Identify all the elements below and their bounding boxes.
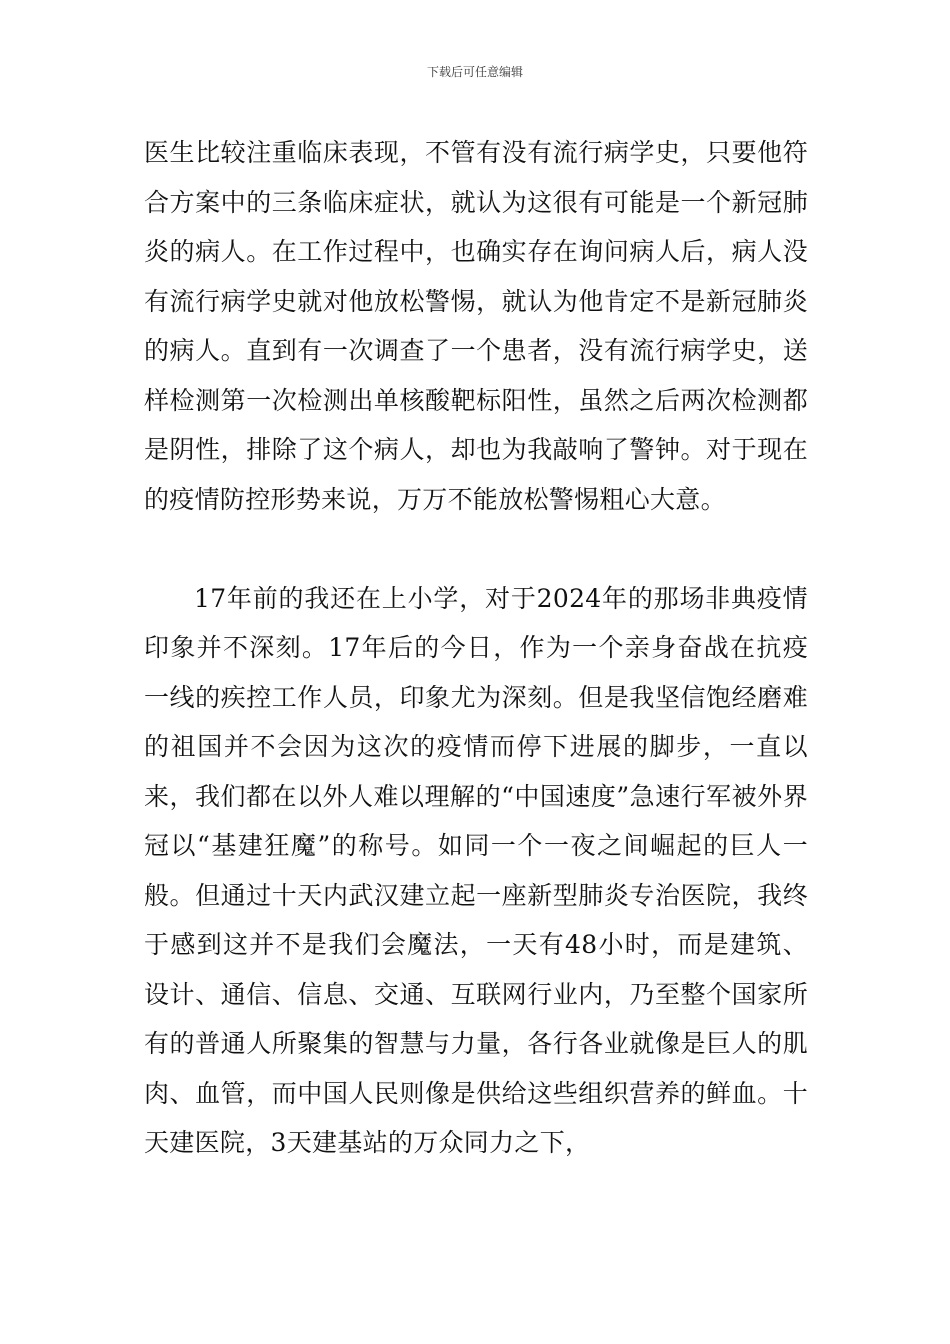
- paragraph-1: 医生比较注重临床表现，不管有没有流行病学史，只要他符合方案中的三条临床症状，就认为这很有可能是一个新冠肺炎的病人。在工作过程中，也确实存在询问病人后，病人没有流行病学史就对他放松警惕，就认为他肯定不是新冠肺炎的病人。直到有一次调查了一个患者，没有流行病学史，送样检测第一次检测出单核酸靶标阳性，虽然之后两次检测都是阴性，排除了这个病人，却也为我敲响了警钟。对于现在的疫情防控形势来说，万万不能放松警惕粗心大意。: [144, 138, 808, 514]
- paragraph-2: 17年前的我还在上小学，对于2024年的那场非典疫情印象并不深刻。17年后的今日，作为一个亲身奋战在抗疫一线的疾控工作人员，印象尤为深刻。但是我坚信饱经磨难的祖国并不会因为这次的疫情而停下进展的脚步，一直以来，我们都在以外人难以理解的“中国速度”急速行军被外界冠以“基建狂魔”的称号。如同一个一夜之间崛起的巨人一般。但通过十天内武汉建立起一座新型肺炎专治医院，我终于感到这并不是我们会魔法，一天有48小时，而是建筑、设计、通信、信息、交通、互联网行业内，乃至整个国家所有的普通人所聚集的智慧与力量，各行各业就像是巨人的肌肉、血管，而中国人民则像是供给这些组织营养的鲜血。十天建医院，3天建基站的万众同力之下，: [144, 583, 808, 1157]
- paragraph-gap: [144, 524, 808, 574]
- page-header-note: 下载后可任意编辑: [426, 65, 523, 79]
- document-body: [144, 128, 808, 1168]
